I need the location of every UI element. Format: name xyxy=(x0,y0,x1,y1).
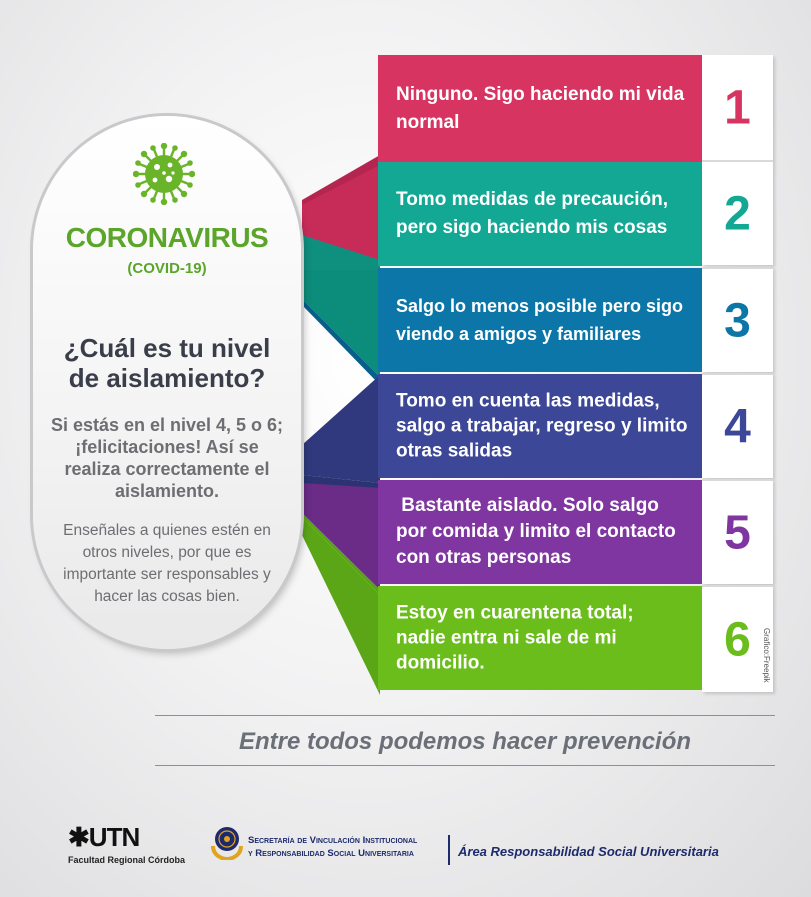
university-seal-icon xyxy=(209,824,245,860)
level-number-3: 3 xyxy=(724,294,751,347)
level-text-1: Ninguno. Sigo haciendo mi vida normal xyxy=(396,83,685,133)
level-bar-4 xyxy=(378,374,702,478)
covid-subtitle: (COVID-19) xyxy=(127,260,207,277)
level-number-1: 1 xyxy=(724,81,751,134)
level-number-box-3 xyxy=(702,267,773,372)
level-bar-5 xyxy=(378,480,702,584)
secretaria-line-2: y Responsabilidad Social Universitaria xyxy=(248,848,414,859)
secretaria-text xyxy=(248,834,417,860)
utn-logo xyxy=(68,822,139,853)
level-number-box-2 xyxy=(702,160,773,265)
image-credit: Grafico:Freepik xyxy=(762,628,771,683)
level-number-box-1 xyxy=(702,55,773,160)
congrats-text: Si estás en el nivel 4, 5 o 6; ¡felicitaciones! Así se realiza correctamente el aislamiento. xyxy=(50,415,284,501)
secretaria-line-1: Secretaría de Vinculación Institucional xyxy=(248,835,418,846)
level-number-box-4 xyxy=(702,373,773,478)
footer-separator xyxy=(448,835,450,865)
utn-text: UTN xyxy=(88,822,140,852)
question-text: ¿Cuál es tu nivel de aislamiento? xyxy=(63,333,271,393)
area-text: Área Responsabilidad Social Universitaria xyxy=(458,844,719,859)
level-number-5: 5 xyxy=(724,506,751,559)
teach-text: Enseñales a quienes estén en otros niveles, por que es importante ser responsables y hacer las cosas bien. xyxy=(63,522,271,605)
coronavirus-title: CORONAVIRUS xyxy=(65,222,269,253)
level-text-5: Bastante aislado. Solo salgo por comida y limito el contacto con otras personas xyxy=(396,495,682,568)
divider-bottom xyxy=(155,765,775,766)
utn-logo-icon: ✱ xyxy=(68,822,89,852)
isolation-question xyxy=(33,333,301,393)
slogan: Entre todos podemos hacer prevención xyxy=(238,728,692,755)
connector-folds xyxy=(290,55,385,695)
divider-top xyxy=(155,715,775,716)
level-text-2: Tomo medidas de precaución, pero sigo haciendo mis cosas xyxy=(396,189,669,238)
level-number-2: 2 xyxy=(724,187,751,240)
level-number-box-5 xyxy=(702,479,773,584)
level-text-4: Tomo en cuenta las medidas, salgo a trabajar, regreso y limito otras salidas xyxy=(396,390,688,462)
level-bar-1 xyxy=(378,55,702,162)
level-bar-2 xyxy=(378,162,702,266)
level-number-4: 4 xyxy=(724,400,751,453)
level-text-6: Estoy en cuarentena total; nadie entra ni sale de mi domicilio. xyxy=(396,602,634,674)
utn-subtitle: Facultad Regional Córdoba xyxy=(68,855,186,865)
level-bar-3 xyxy=(378,268,702,372)
level-bar-6 xyxy=(378,586,702,690)
level-text-3: Salgo lo menos posible pero sigo viendo a amigos y familiares xyxy=(396,296,684,344)
level-number-6: 6 xyxy=(724,613,751,666)
virus-icon xyxy=(133,143,195,205)
